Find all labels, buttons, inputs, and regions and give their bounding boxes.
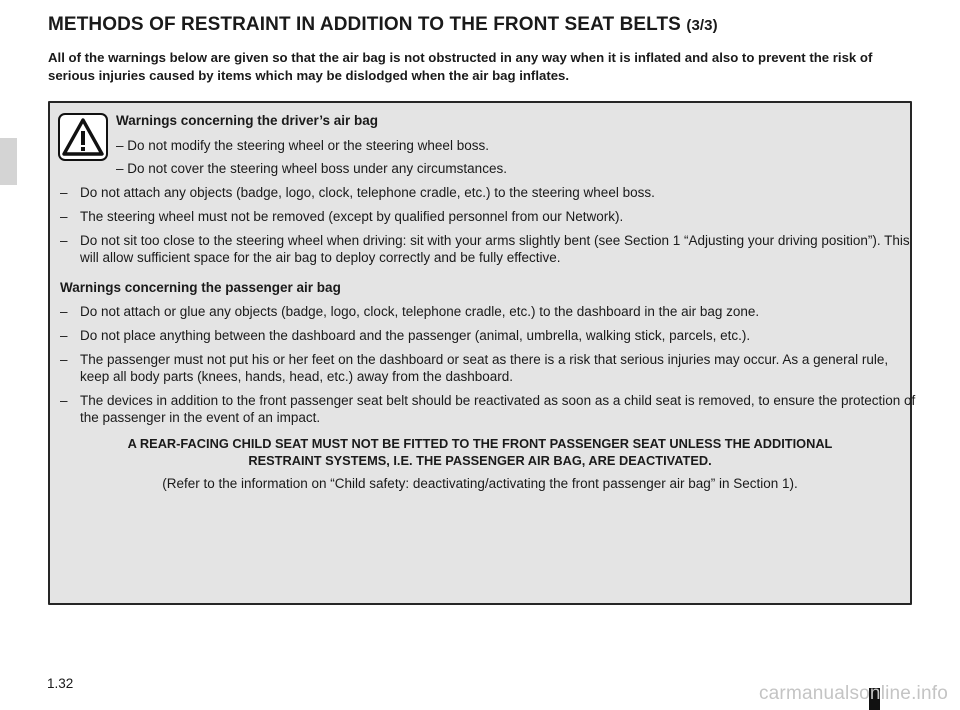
dash: – [60,233,68,248]
passenger-airbag-heading: Warnings concerning the passenger air bag [60,280,341,295]
dash: – [60,209,68,224]
dash: – [60,393,68,408]
list-item-text: The steering wheel must not be removed (except by qualified personnel from our Network). [80,209,624,224]
dash: – [60,328,68,343]
dash: – [60,352,68,367]
refer-note: (Refer to the information on “Child safety: deactivating/activating the front passenger air bag” in Section 1). [162,476,798,491]
passenger-item-reactivate [60,392,918,426]
page-number: 1.32 [47,676,74,691]
list-item-text: Do not attach or glue any objects (badge, logo, clock, telephone cradle, etc.) to the dashboard in the air bag zone. [80,304,760,319]
rear-facing-seat-notice: A REAR-FACING CHILD SEAT MUST NOT BE FITTED TO THE FRONT PASSENGER SEAT UNLESS THE ADDITIONAL RESTRAINT SYSTEMS, I.E. THE PASSENGER AIR BAG, ARE DEACTIVATED. [127,436,833,468]
driver-item-removed [60,208,918,225]
passenger-item-attach [60,303,918,320]
driver-item-distance [60,232,918,266]
dash: – [60,304,68,319]
driver-item-attach [60,184,918,201]
driver-airbag-heading: Warnings concerning the driver’s air bag [116,113,379,128]
dash: – [60,185,68,200]
passenger-item-between [60,327,918,344]
driver-item-modify: – Do not modify the steering wheel or the steering wheel boss. [116,138,489,153]
list-item-text: The passenger must not put his or her feet on the dashboard or seat as there is a risk that serious injuries may occur. As a general rule, keep all body parts (knees, hands, head, etc.) away from the dashboard. [80,352,889,384]
passenger-item-feet [60,351,918,385]
title-main: METHODS OF RESTRAINT IN ADDITION TO THE FRONT SEAT BELTS [48,14,681,35]
list-item-text: The devices in addition to the front passenger seat belt should be reactivated as soon as a child seat is removed, to ensure the protection of the passenger in the event of an impact. [80,393,916,425]
intro-paragraph: All of the warnings below are given so that the air bag is not obstructed in any way when it is inflated and also to prevent the risk of serious injuries caused by items which may be dislodged when the air bag inflates. [48,50,873,83]
driver-item-cover: – Do not cover the steering wheel boss under any circumstances. [116,161,507,176]
list-item-text: Do not sit too close to the steering wheel when driving: sit with your arms slightly bent (see Section 1 “Adjusting your driving position”). This will allow sufficient space for the air bag to deploy correctly and be fully effective. [80,233,910,265]
list-item-text: Do not attach any objects (badge, logo, clock, telephone cradle, etc.) to the steering wheel boss. [80,185,655,200]
warning-box [48,101,916,605]
watermark: carmanualsonline.info [758,683,948,704]
page-title [48,14,718,36]
list-item-text: Do not place anything between the dashboard and the passenger (animal, umbrella, walking stick, parcels, etc.). [80,328,751,343]
section-side-tab [0,138,17,185]
title-part: (3/3) [686,17,718,34]
warning-triangle-icon [58,113,108,161]
